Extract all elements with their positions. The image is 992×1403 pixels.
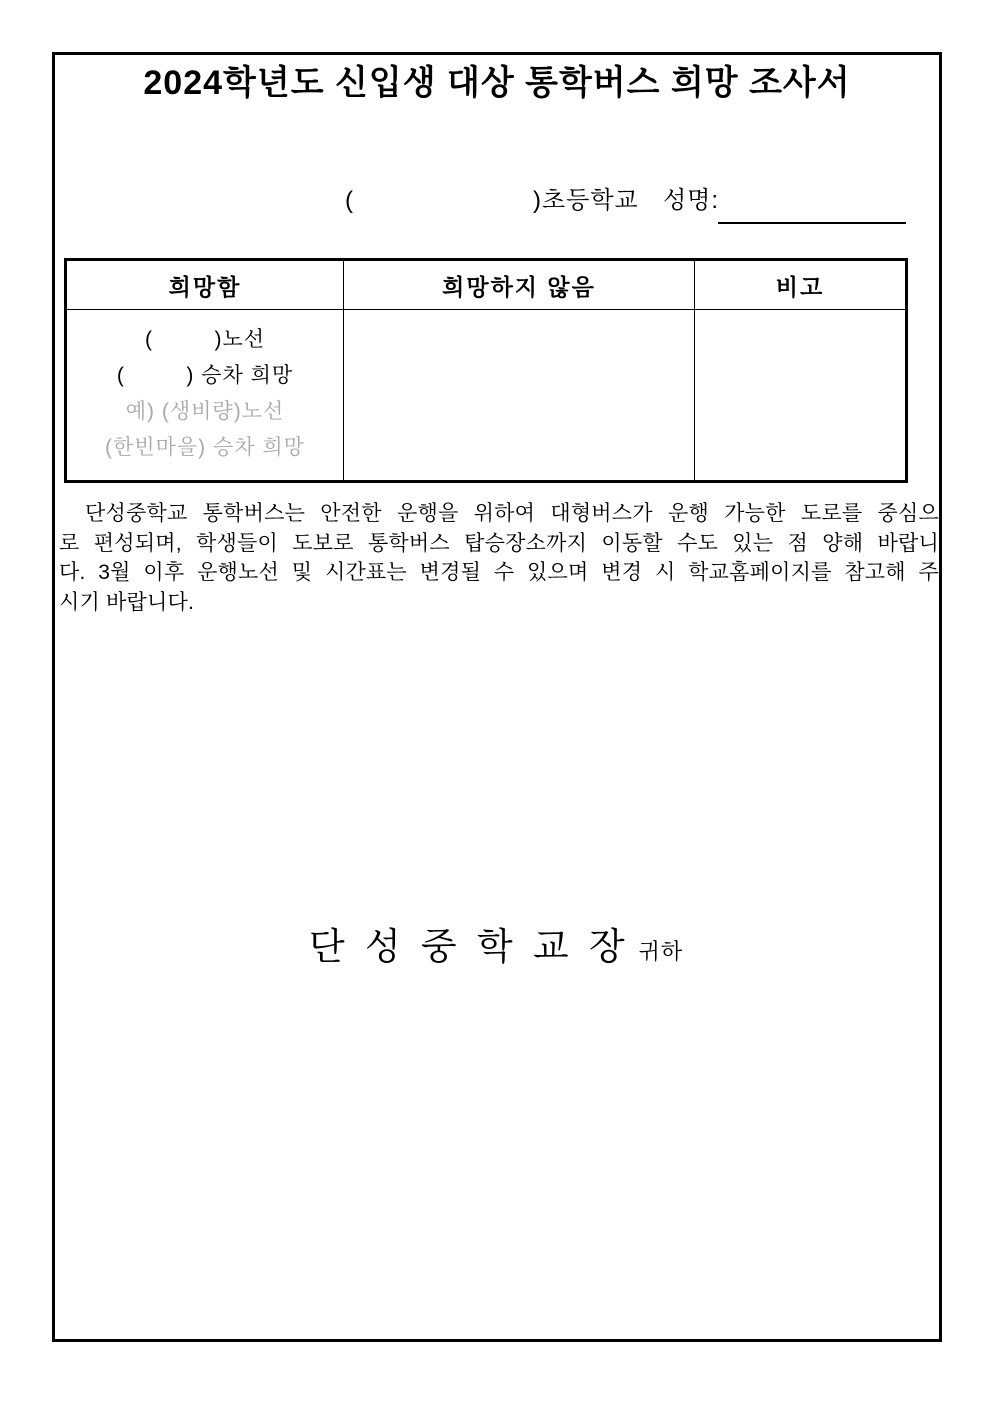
page-title: 2024학년도 신입생 대상 통학버스 희망 조사서 bbox=[143, 64, 851, 102]
table-body-row bbox=[66, 310, 907, 482]
route-blank-line: ( )노선 bbox=[144, 328, 266, 351]
header-note: 비고 bbox=[695, 260, 907, 310]
honorific-label: 귀하 bbox=[638, 939, 684, 964]
header-hope: 희망함 bbox=[66, 260, 344, 310]
boarding-example-line: (한빈마을) 승차 희망 bbox=[105, 436, 305, 459]
student-name-blank-line bbox=[718, 222, 906, 224]
school-name-line bbox=[0, 184, 992, 218]
no-hope-cell bbox=[344, 310, 695, 482]
header-no-hope: 희망하지 않음 bbox=[344, 260, 695, 310]
notice-paragraph bbox=[59, 499, 939, 617]
school-name-open-paren: ( bbox=[345, 187, 353, 214]
signoff-line bbox=[0, 916, 992, 970]
student-name-label: 성명: bbox=[663, 187, 720, 214]
boarding-blank-line: ( ) 승차 희망 bbox=[116, 364, 294, 387]
notice-line: 시기 바랍니다. bbox=[59, 590, 194, 614]
notice-line: 단성중학교 통학버스는 안전한 운행을 위하여 대형버스가 운행 가능한 도로를 중심으 bbox=[85, 502, 939, 525]
notice-line: 로 편성되며, 학생들이 도보로 통학버스 탑승장소까지 이동할 수도 있는 점 양해 바랍니 bbox=[59, 531, 939, 555]
bus-survey-table bbox=[64, 258, 908, 483]
table-header-row bbox=[66, 260, 907, 310]
notice-line: 다. 3월 이후 운행노선 및 시간표는 변경될 수 있으며 변경 시 학교홈페이지를 참고해 주 bbox=[59, 561, 939, 584]
hope-cell bbox=[66, 310, 344, 482]
recipient-name: 단 성 중 학 교 장 bbox=[308, 926, 630, 967]
note-cell bbox=[695, 310, 907, 482]
document-border bbox=[52, 52, 942, 1342]
school-suffix-label: )초등학교 bbox=[533, 187, 639, 214]
route-example-line: 예) (생비량)노선 bbox=[125, 400, 285, 423]
